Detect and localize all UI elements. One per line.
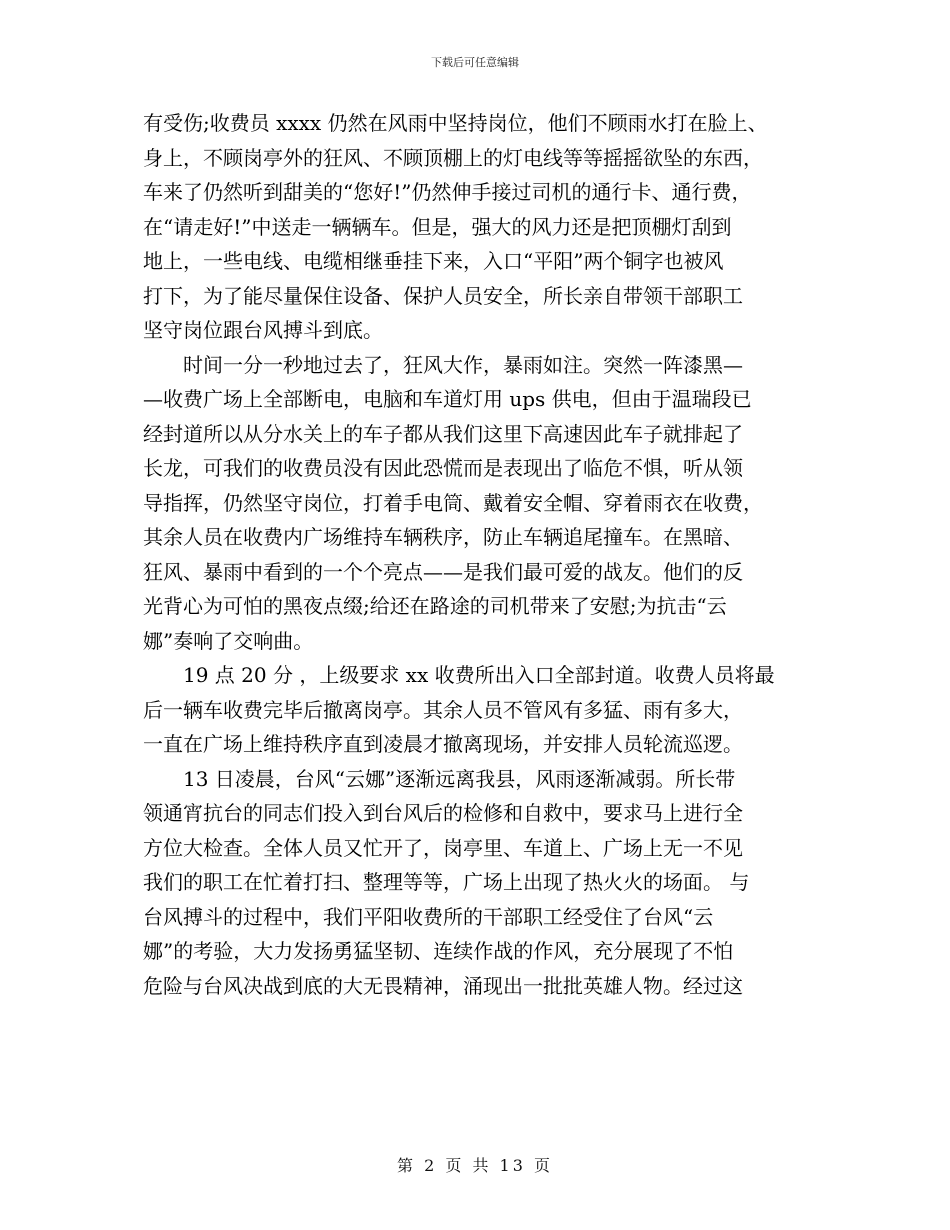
text-line: 娜”奏响了交响曲。 [143, 628, 314, 653]
text-line: 方位大检查。全体人员又忙开了，岗亭里、车道上、广场上无一不见 [143, 835, 743, 860]
text-line: —收费广场上全部断电，电脑和车道灯用 ups 供电，但由于温瑞段已 [143, 387, 752, 411]
text-line: 在“请走好!”中送走一辆辆车。但是，强大的风力还是把顶棚灯刮到 [143, 214, 732, 239]
text-line: 其余人员在收费内广场维持车辆秩序，防止车辆追尾撞车。在黑暗、 [143, 525, 743, 549]
text-line: 导指挥，仍然坚守岗位，打着手电筒、戴着安全帽、穿着雨衣在收费， [143, 490, 763, 515]
text-line: 后一辆车收费完毕后撤离岗亭。其余人员不管风有多猛、雨有多大， [143, 697, 743, 722]
text-line: 经封道所以从分水关上的车子都从我们这里下高速因此车子就排起了 [143, 421, 743, 446]
text-line: 狂风、暴雨中看到的一个个亮点——是我们最可爱的战友。他们的反 [143, 559, 743, 584]
page-header: 下载后可任意编辑 [431, 56, 519, 69]
text-line: 娜”的考验，大力发扬勇猛坚韧、连续作战的作风，充分展现了不怕 [143, 939, 734, 963]
text-line: 危险与台风决战到底的大无畏精神，涌现出一批批英雄人物。经过这 [143, 973, 743, 998]
text-line: 一直在广场上维持秩序直到凌晨才撤离现场，并安排人员轮流巡逻。 [143, 732, 743, 756]
text-line: 长龙，可我们的收费员没有因此恐慌而是表现出了临危不惧，听从领 [143, 456, 743, 480]
page-number: 第 2 页 共 13 页 [397, 1156, 553, 1175]
text-line: 地上，一些电线、电缆相继垂挂下来，入口“平阳”两个铜字也被风 [143, 249, 724, 273]
text-line: 领通宵抗台的同志们投入到台风后的检修和自救中，要求马上进行全 [143, 801, 743, 825]
text-line: 打下，为了能尽量保住设备、保护人员安全，所长亲自带领干部职工 [143, 283, 743, 308]
text-line: 13 日凌晨，台风“云娜”逐渐远离我县，风雨逐渐减弱。所长带 [143, 766, 736, 791]
text-line: 19 点 20 分 ，上级要求 xx 收费所出入口全部封道。收费人员将最 [143, 663, 775, 687]
text-line: 我们的职工在忙着打扫、整理等等，广场上出现了热火火的场面。 与 [143, 870, 750, 894]
text-line: 光背心为可怕的黑夜点缀;给还在路途的司机带来了安慰;为抗击“云 [143, 594, 727, 618]
text-line: 有受伤;收费员 xxxx 仍然在风雨中坚持岗位，他们不顾雨水打在脸上、 [143, 111, 768, 135]
text-line: 时间一分一秒地过去了，狂风大作，暴雨如注。突然一阵漆黑— [143, 352, 743, 377]
text-line: 车来了仍然听到甜美的“您好!”仍然伸手接过司机的通行卡、通行费， [143, 180, 752, 204]
body-text [143, 106, 815, 1003]
text-line: 身上，不顾岗亭外的狂风、不顾顶棚上的灯电线等等摇摇欲坠的东西， [143, 145, 763, 170]
text-line: 台风搏斗的过程中，我们平阳收费所的干部职工经受住了台风“云 [143, 904, 714, 929]
text-line: 坚守岗位跟台风搏斗到底。 [143, 318, 383, 342]
